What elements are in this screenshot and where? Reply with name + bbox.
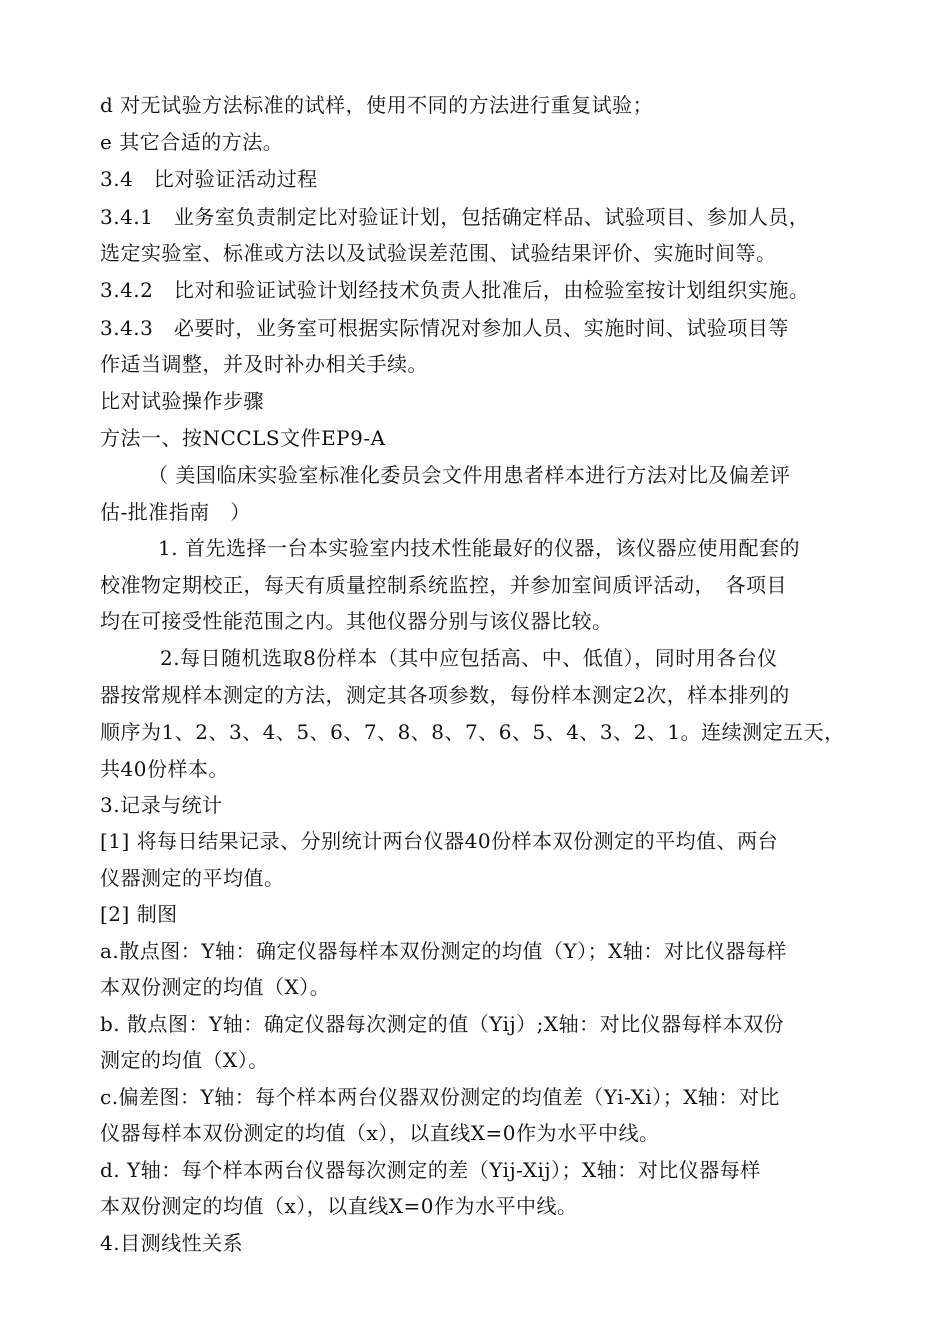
text-line: b. 散点图：Y轴：确定仪器每次测定的值（Yij）;X轴：对比仪器每样本双份 bbox=[100, 1012, 785, 1036]
text-line: d 对无试验方法标准的试样，使用不同的方法进行重复试验； bbox=[100, 93, 654, 117]
text-line: 校准物定期校正，每天有质量控制系统监控，并参加室间质评活动， 各项目 bbox=[100, 573, 787, 597]
text-line: d. Y轴：每个样本两台仪器每次测定的差（Yij-Xij）；X轴：对比仪器每样 bbox=[100, 1158, 761, 1182]
section-heading: 比对试验操作步骤 bbox=[100, 389, 264, 413]
text-line: c.偏差图：Y轴：每个样本两台仪器双份测定的均值差（Yi-Xi）；X轴：对比 bbox=[100, 1085, 780, 1109]
text-line: 1. 首先选择一台本实验室内技术性能最好的仪器，该仪器应使用配套的 bbox=[158, 536, 800, 560]
section-heading: 3.记录与统计 bbox=[100, 793, 223, 817]
text-line: [2] 制图 bbox=[100, 902, 178, 926]
text-line: 本双份测定的均值（X）。 bbox=[100, 975, 331, 999]
text-line: e 其它合适的方法。 bbox=[100, 130, 284, 154]
text-line: 估-批准指南 ） bbox=[100, 500, 251, 524]
text-line: 共40份样本。 bbox=[100, 757, 229, 781]
text-line: 2.每日随机选取8份样本（其中应包括高、中、低值），同时用各台仪 bbox=[160, 646, 778, 670]
section-heading: 3.4 比对验证活动过程 bbox=[100, 167, 318, 191]
text-line: 均在可接受性能范围之内。其他仪器分别与该仪器比较。 bbox=[100, 609, 613, 633]
text-line: 3.4.2 比对和验证试验计划经技术负责人批准后，由检验室按计划组织实施。 bbox=[100, 278, 810, 302]
text-line: 测定的均值（X）。 bbox=[100, 1048, 269, 1072]
text-line: 3.4.3 必要时，业务室可根据实际情况对参加人员、实施时间、试验项目等 bbox=[100, 316, 789, 340]
text-line: 作适当调整，并及时补办相关手续。 bbox=[100, 352, 428, 376]
text-line: 方法一、按NCCLS文件EP9-A bbox=[100, 426, 386, 450]
text-line: 仪器测定的平均值。 bbox=[100, 866, 285, 890]
text-line: a.散点图：Y轴：确定仪器每样本双份测定的均值（Y）；X轴：对比仪器每样 bbox=[100, 939, 787, 963]
text-line: 3.4.1 业务室负责制定比对验证计划，包括确定样品、试验项目、参加人员， bbox=[100, 205, 810, 229]
text-line: 仪器每样本双份测定的均值（x），以直线X=0作为水平中线。 bbox=[100, 1121, 660, 1145]
text-line: 顺序为1、2、3、4、5、6、7、8、8、7、6、5、4、3、2、1。连续测定五天， bbox=[100, 720, 845, 744]
text-line: [1] 将每日结果记录、分别统计两台仪器40份样本双份测定的平均值、两台 bbox=[100, 829, 779, 853]
text-line: 本双份测定的均值（x），以直线X=0作为水平中线。 bbox=[100, 1194, 578, 1218]
text-line: （ 美国临床实验室标准化委员会文件用患者样本进行方法对比及偏差评 bbox=[148, 463, 791, 487]
section-heading: 4.目测线性关系 bbox=[100, 1231, 244, 1255]
text-line: 选定实验室、标准或方法以及试验误差范围、试验结果评价、实施时间等。 bbox=[100, 241, 777, 265]
text-line: 器按常规样本测定的方法，测定其各项参数，每份样本测定2次，样本排列的 bbox=[100, 683, 790, 707]
